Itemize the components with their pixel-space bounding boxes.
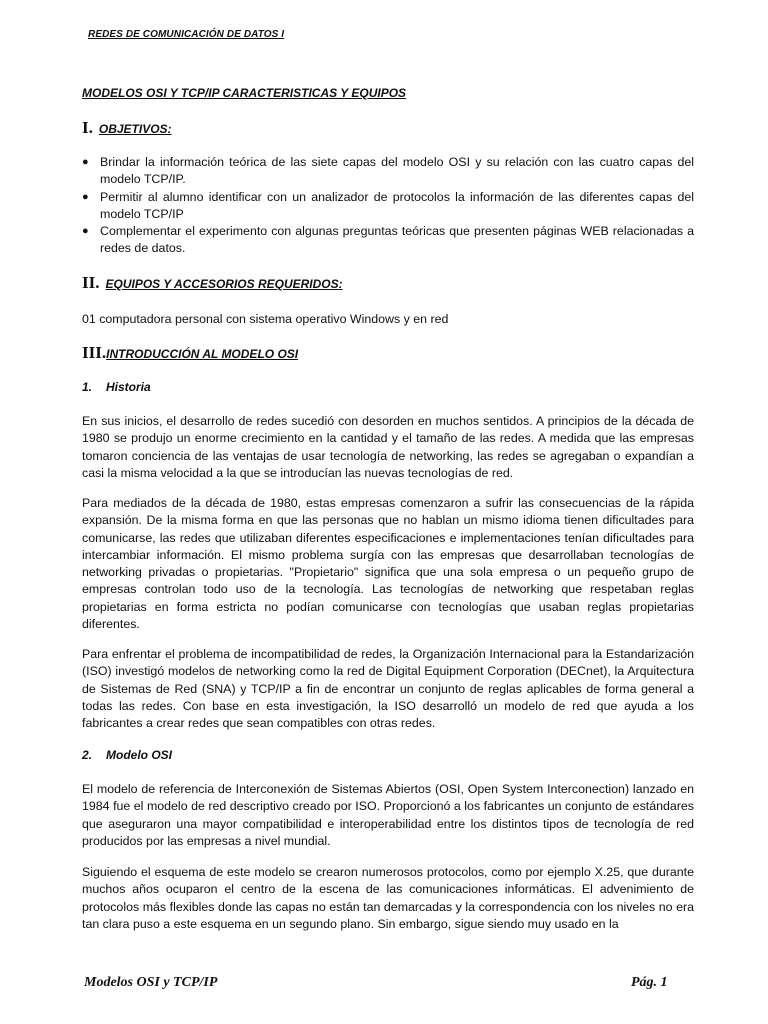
section-objetivos-heading — [82, 118, 172, 138]
subsection-number: 1. — [82, 380, 93, 394]
subsection-title: Modelo OSI — [106, 748, 172, 762]
subsection-title: Historia — [106, 380, 151, 394]
document-title: MODELOS OSI Y TCP/IP CARACTERISTICAS Y EQUIPOS — [82, 86, 407, 100]
list-item — [82, 154, 694, 189]
section-title: INTRODUCCIÓN AL MODELO OSI — [106, 347, 299, 361]
paragraph: En sus inicios, el desarrollo de redes sucedió con desorden en muchos sentidos. A principios de la década de 1980 se produjo un enorme crecimiento en la cantidad y el tamaño de las redes. A medida que las empresas tomaron conciencia de las ventajas de usar tecnología de networking, las redes se agregaban o expandían a casi la misma velocidad a la que se introducían las nuevas tecnologías de red. — [82, 414, 694, 480]
bullet-icon: ● — [82, 225, 89, 238]
bullet-icon: ● — [82, 190, 89, 203]
bullet-icon: ● — [82, 156, 89, 168]
paragraph: Siguiendo el esquema de este modelo se crearon numerosos protocolos, como por ejemplo X.25, que durante muchos años ocuparon el centro de la escena de las comunicaciones informáticas. El advenimiento de protocolos más flexibles donde las capas no están tan demarcadas y la correspondencia con los niveles no era tan clara puso a este esquema en un segundo plano. Sin embargo, sigue siendo muy usado en la — [82, 865, 694, 931]
paragraph: Para mediados de la década de 1980, estas empresas comenzaron a sufrir las consecuencias de la rápida expansión. De la misma forma en que las personas que no hablan un mismo idioma tienen dificultades para comunicarse, las redes que utilizaban diferentes especificaciones e implementaciones tenían dificultades para intercambiar información. El mismo problema surgía con las empresas que desarrollaban tecnologías de networking privadas o propietarias. "Propietario" significa que una sola empresa o un pequeño grupo de empresas controlan todo uso de la tecnología. Las tecnologías de networking que respetaban reglas propietarias en forma estricta no podían comunicarse con tecnologías que usaban reglas propietarias diferentes. — [82, 496, 694, 632]
list-item — [82, 223, 694, 258]
section-number: I. — [82, 118, 93, 137]
paragraph: Para enfrentar el problema de incompatibilidad de redes, la Organización Internacional para la Estandarización (ISO) investigó modelos de networking como la red de Digital Equipment Corporation (DECnet), la Arquitectura de Sistemas de Red (SNA) y TCP/IP a fin de encontrar un conjunto de reglas aplicables de forma general a todas las redes. Con base en esta investigación, la ISO desarrolló un modelo de red que ayuda a los fabricantes a crear redes que sean compatibles con otras redes. — [82, 647, 694, 731]
list-item-text: Brindar la información teórica de las siete capas del modelo OSI y su relación con las cuatro capas del modelo TCP/IP. — [100, 155, 694, 187]
section-title: EQUIPOS Y ACCESORIOS REQUERIDOS: — [105, 277, 343, 291]
subsection-modelo-osi-heading — [82, 748, 172, 762]
footer-title: Modelos OSI y TCP/IP — [84, 975, 218, 990]
list-item — [82, 189, 694, 224]
list-item-text: Complementar el experimento con algunas preguntas teóricas que presenten páginas WEB relacionadas a redes de datos. — [100, 224, 694, 256]
section-equipos-heading — [82, 273, 343, 293]
section-number: II. — [82, 273, 100, 292]
list-item-text: Permitir al alumno identificar con un analizador de protocolos la información de las diferentes capas del modelo TCP/IP — [100, 189, 694, 221]
objectives-list — [82, 154, 694, 258]
section-introduccion-heading — [82, 343, 298, 363]
subsection-historia-heading — [82, 380, 151, 394]
paragraph: El modelo de referencia de Interconexión de Sistemas Abiertos (OSI, Open System Interconection) lanzado en 1984 fue el modelo de red descriptivo creado por ISO. Proporcionó a los fabricantes un conjunto de estándares que aseguraron una mayor compatibilidad e interoperabilidad entre los distintos tipos de tecnología de red producidos por las empresas a nivel mundial. — [82, 782, 694, 848]
page-number: Pág. 1 — [631, 975, 668, 990]
running-header: REDES DE COMUNICACIÓN DE DATOS I — [88, 29, 285, 40]
section-title: OBJETIVOS: — [98, 122, 172, 136]
section-number: III. — [82, 343, 107, 362]
subsection-number: 2. — [82, 748, 93, 762]
equipment-text: 01 computadora personal con sistema operativo Windows y en red — [82, 312, 449, 326]
